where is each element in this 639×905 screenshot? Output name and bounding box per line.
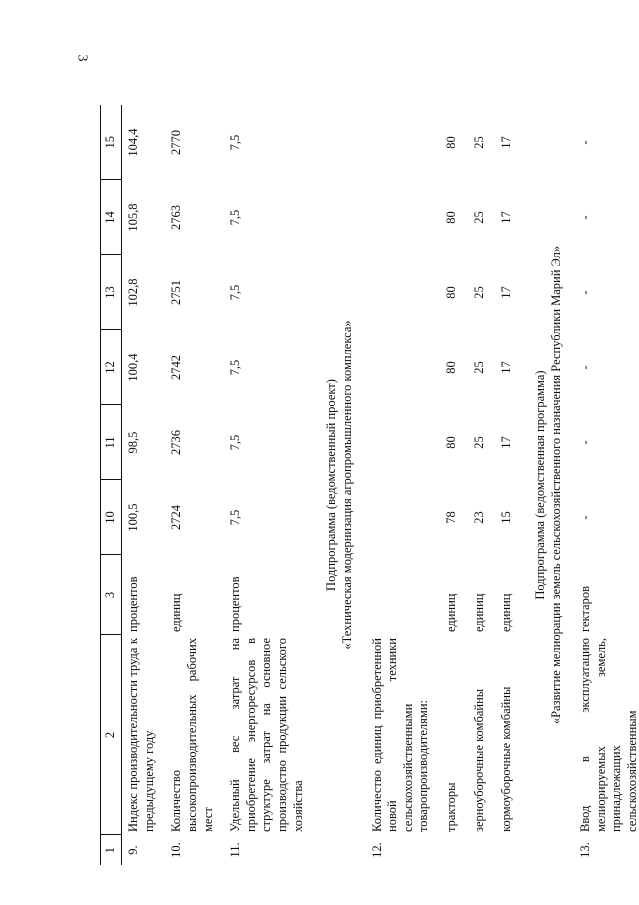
value-cell (366, 330, 441, 405)
value-cell: 2724 (169, 505, 184, 530)
table-row (468, 105, 496, 865)
value-cell: - (578, 215, 593, 220)
column-header: 12 (101, 330, 122, 405)
indicator-name: Индекс производительности труда к предыдущему году (126, 638, 156, 832)
value-cell (366, 105, 441, 180)
value-cell (366, 180, 441, 255)
value-cell: - (578, 440, 593, 445)
column-header: 1 (101, 835, 122, 865)
value-cell (366, 255, 441, 330)
value-cell: 25 (471, 436, 486, 449)
subprogram-title: «Техническая модернизация агропромышленного комплекса» (339, 320, 354, 650)
row-number (440, 835, 468, 865)
value-cell: 15 (499, 511, 514, 524)
column-header: 3 (101, 555, 122, 635)
column-header: 2 (101, 635, 122, 835)
subprogram-title: «Развитие мелиорации земель сельскохозяйственного назначения Республики Марий Эл» (548, 245, 563, 725)
value-cell: - (578, 365, 593, 370)
value-cell: 2742 (169, 355, 184, 380)
value-cell: 17 (499, 436, 514, 449)
value-cell: 80 (444, 136, 458, 149)
column-header: 13 (101, 255, 122, 330)
row-number: 11. (228, 842, 243, 858)
unit-cell: процентов (228, 576, 243, 632)
unit-cell: процентов (126, 576, 140, 632)
column-header: 10 (101, 480, 122, 555)
indicator-name: Ввод в эксплуатацию мелиорируемых земель, принадлежащих сельскохозяйственным (578, 638, 639, 832)
value-cell: 2736 (169, 430, 184, 455)
value-cell: 7,5 (228, 284, 243, 301)
indicator-name: зерноуборочные комбайны (471, 688, 486, 832)
column-header: 15 (101, 105, 122, 180)
column-header: 14 (101, 180, 122, 255)
value-cell: 2763 (169, 205, 184, 230)
value-cell: 7,5 (228, 209, 243, 226)
value-cell: 80 (444, 286, 458, 299)
row-number: 12. (369, 842, 384, 858)
value-cell: 25 (471, 286, 486, 299)
value-cell: 105,8 (126, 203, 140, 232)
value-cell: 7,5 (228, 434, 243, 451)
table-row (495, 105, 523, 865)
value-cell: 25 (471, 211, 486, 224)
indicator-name: кормоуборочные комбайны (499, 686, 514, 832)
table-row (574, 105, 639, 865)
subprogram-type: Подпрограмма (ведомственная программа) (532, 370, 547, 600)
value-cell: 78 (444, 511, 458, 524)
value-cell (366, 405, 441, 480)
value-cell: 25 (471, 136, 486, 149)
value-cell: 7,5 (228, 509, 243, 526)
unit-cell (366, 555, 441, 635)
value-cell: 80 (444, 436, 458, 449)
value-cell: - (578, 290, 593, 295)
unit-cell: единиц (499, 593, 514, 632)
unit-cell: единиц (471, 593, 486, 632)
value-cell (366, 480, 441, 555)
value-cell: 7,5 (228, 134, 243, 151)
header-row (101, 105, 122, 865)
indicators-table (100, 105, 639, 865)
subprogram-heading (523, 105, 574, 865)
table-row (224, 105, 314, 865)
value-cell: 2770 (169, 130, 184, 155)
unit-cell: единиц (169, 593, 184, 632)
value-cell: 17 (499, 211, 514, 224)
row-number: 9. (126, 845, 140, 855)
value-cell: 100,5 (126, 503, 140, 532)
indicator-name: тракторы (444, 782, 458, 832)
value-cell: 7,5 (228, 359, 243, 376)
value-cell: 17 (499, 136, 514, 149)
table-row (366, 105, 441, 865)
row-number (495, 835, 523, 865)
rotated-page-content (100, 65, 639, 865)
indicator-name: Удельный вес затрат на приобретение энергоресурсов в структуре затрат на основное производство продукции сельского хозяйства (228, 638, 305, 832)
column-header: 11 (101, 405, 122, 480)
value-cell: 25 (471, 361, 486, 374)
row-number (468, 835, 496, 865)
table-row (122, 105, 166, 865)
table-row (440, 105, 468, 865)
value-cell: 98,5 (126, 431, 140, 454)
value-cell: - (578, 140, 593, 145)
unit-cell: единиц (444, 593, 458, 632)
value-cell: 102,8 (126, 278, 140, 307)
page-number: 3 (74, 54, 90, 62)
value-cell: 80 (444, 211, 458, 224)
value-cell: 104,4 (126, 128, 140, 157)
value-cell: - (578, 515, 593, 520)
table-row (165, 105, 224, 865)
row-number: 10. (169, 842, 184, 858)
unit-cell: гектаров (578, 586, 593, 632)
subprogram-heading (314, 105, 365, 865)
row-number: 13. (578, 842, 593, 858)
value-cell: 17 (499, 361, 514, 374)
table-body (122, 105, 639, 865)
value-cell: 100,4 (126, 353, 140, 382)
value-cell: 2751 (169, 280, 184, 305)
indicator-name: Количество единиц приобретенной новой техники сельскохозяйственными товаропроизводителями: (369, 638, 431, 832)
value-cell: 80 (444, 361, 458, 374)
value-cell: 17 (499, 286, 514, 299)
indicator-name: Количество высокопроизводительных рабочих мест (169, 638, 215, 832)
subprogram-type: Подпрограмма (ведомственный проект) (324, 379, 339, 591)
value-cell: 23 (471, 511, 486, 524)
